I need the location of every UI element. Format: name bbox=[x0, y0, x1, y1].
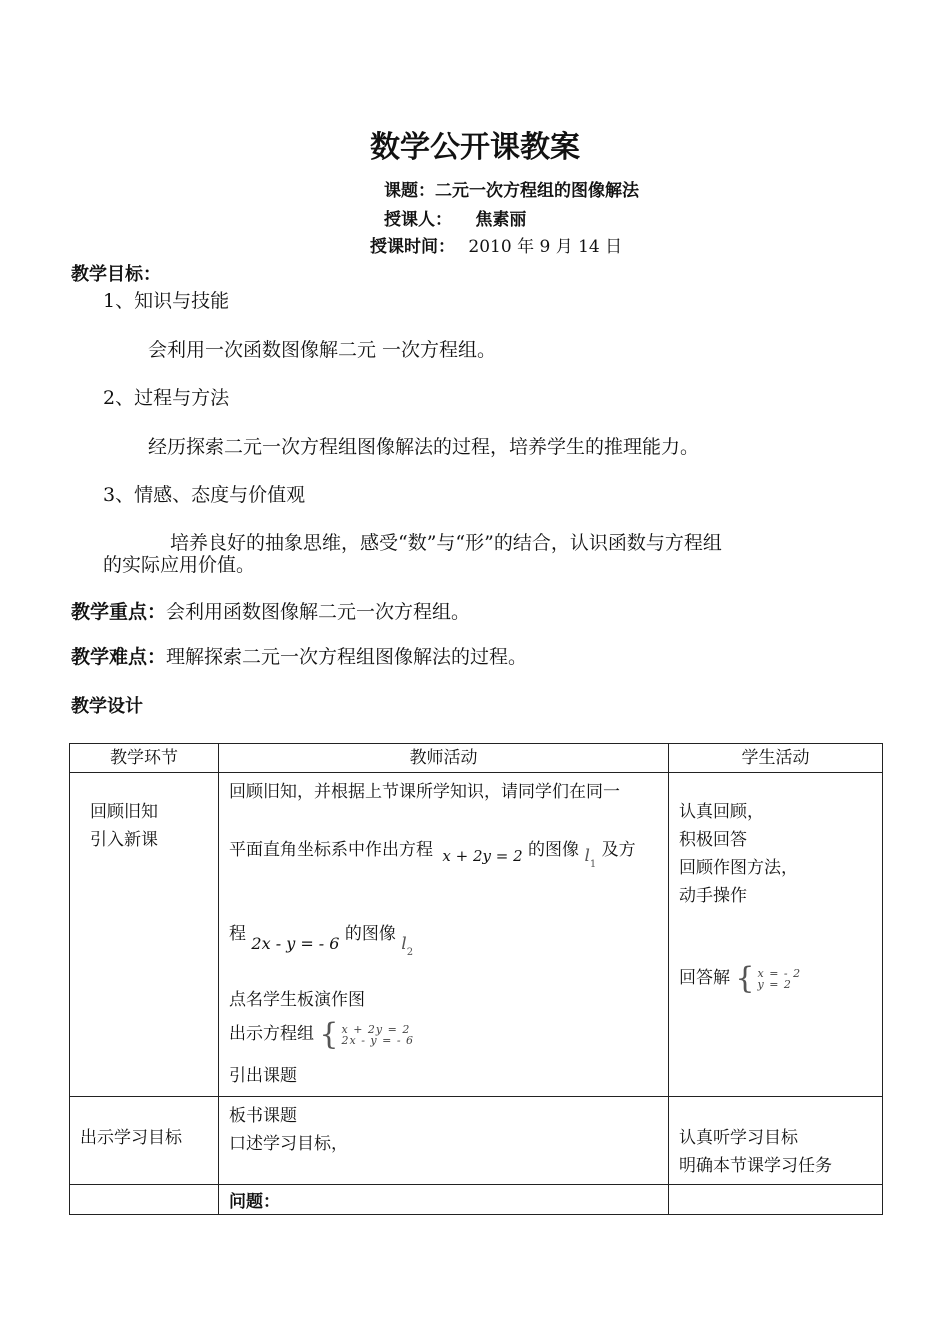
left-brace-icon: { bbox=[319, 1016, 339, 1052]
row1-teacher-line3-a: 程 bbox=[229, 924, 246, 944]
row1-teacher-line1: 回顾旧知，并根据上节课所学知识，请同学们在同一 bbox=[229, 782, 620, 802]
line-l2-symbol: $l_2$ bbox=[401, 934, 414, 958]
row2-teacher-cell bbox=[219, 1097, 669, 1185]
row1-teacher-line5 bbox=[229, 1016, 415, 1052]
row1-teacher-line3 bbox=[229, 919, 414, 958]
header-teacher: 教师活动 bbox=[219, 744, 669, 773]
table-row bbox=[70, 1185, 883, 1215]
row3-teacher-line1: 问题： bbox=[229, 1192, 280, 1212]
solution-y: y = 2 bbox=[757, 977, 792, 991]
row2-teacher-line1: 板书课题 bbox=[229, 1106, 297, 1126]
objectives-heading: 教学目标： bbox=[71, 264, 161, 285]
row3-stage-cell bbox=[70, 1185, 219, 1215]
row1-teacher-cell bbox=[219, 773, 669, 1097]
teacher-line bbox=[384, 205, 526, 230]
difficulty-label: 教学难点： bbox=[71, 646, 167, 668]
row1-stage-cell bbox=[70, 773, 219, 1097]
header-student: 学生活动 bbox=[669, 744, 883, 773]
key-point bbox=[71, 597, 470, 624]
left-brace-icon: { bbox=[735, 960, 755, 996]
solution-x: x = - 2 bbox=[757, 966, 802, 980]
objective-2-title: 2、过程与方法 bbox=[103, 387, 230, 409]
objective-3-title: 3、情感、态度与价值观 bbox=[103, 484, 306, 506]
row1-teacher-line2-c: 及方 bbox=[601, 840, 636, 860]
row1-student-line5 bbox=[679, 960, 802, 996]
design-table bbox=[69, 743, 883, 1215]
time-label: 授课时间： bbox=[370, 237, 455, 257]
objective-3-text-line2: 的实际应用价值。 bbox=[103, 554, 256, 576]
row1-teacher-line5-a: 出示方程组 bbox=[229, 1024, 314, 1044]
row1-teacher-line2-a: 平面直角坐标系中作出方程 bbox=[229, 840, 433, 860]
row1-student-line2: 积极回答 bbox=[679, 830, 747, 850]
row3-teacher-cell bbox=[219, 1185, 669, 1215]
line-l1-symbol: $l_1$ bbox=[584, 846, 597, 870]
key-point-text: 会利用函数图像解二元一次方程组。 bbox=[166, 601, 471, 623]
table-header-row bbox=[70, 744, 883, 773]
equation-2: 2x - y = - 6 bbox=[251, 934, 340, 953]
row1-teacher-line2 bbox=[229, 835, 636, 870]
row1-student-line4: 动手操作 bbox=[679, 886, 747, 906]
header-stage: 教学环节 bbox=[70, 744, 219, 773]
teacher-value: 焦素丽 bbox=[475, 210, 527, 230]
topic-value: 二元一次方程组的图像解法 bbox=[435, 181, 639, 201]
row2-teacher-line2: 口述学习目标， bbox=[229, 1134, 348, 1154]
design-heading: 教学设计 bbox=[71, 696, 143, 717]
row2-student-line2: 明确本节课学习任务 bbox=[679, 1156, 832, 1176]
objective-3-text-line1: 培养良好的抽象思维，感受“数”与“形”的结合，认识函数与方程组 bbox=[170, 532, 722, 554]
document-title: 数学公开课教案 bbox=[370, 130, 580, 165]
teacher-label: 授课人： bbox=[384, 210, 452, 230]
row1-teacher-line4: 点名学生板演作图 bbox=[229, 990, 365, 1010]
row1-stage-line1: 回顾旧知 bbox=[90, 802, 158, 822]
difficulty-text: 理解探索二元一次方程组图像解法的过程。 bbox=[166, 646, 528, 668]
row1-student-line5-a: 回答解 bbox=[679, 968, 730, 988]
objective-2-text: 经历探索二元一次方程组图像解法的过程，培养学生的推理能力。 bbox=[148, 436, 700, 458]
time-value: 2010 年 9 月 14 日 bbox=[468, 237, 623, 257]
equation-1: x + 2y = 2 bbox=[442, 847, 523, 865]
row3-student-cell bbox=[669, 1185, 883, 1215]
row1-student-cell bbox=[669, 773, 883, 1097]
topic-label: 课题： bbox=[384, 181, 435, 201]
objective-1-title: 1、知识与技能 bbox=[103, 290, 230, 312]
table-row bbox=[70, 1097, 883, 1185]
row1-teacher-line3-b: 的图像 bbox=[344, 924, 396, 944]
equation-system bbox=[319, 1016, 415, 1052]
row1-stage-line2: 引入新课 bbox=[90, 830, 158, 850]
difficulty bbox=[71, 642, 527, 669]
topic-line bbox=[384, 176, 639, 201]
row1-student-line3: 回顾作图方法， bbox=[679, 858, 798, 878]
row1-teacher-line6: 引出课题 bbox=[229, 1066, 297, 1086]
key-point-label: 教学重点： bbox=[71, 601, 167, 623]
row2-stage-cell bbox=[70, 1097, 219, 1185]
system-eq-2: 2x - y = - 6 bbox=[341, 1033, 415, 1047]
time-line bbox=[370, 232, 622, 257]
row1-student-line1: 认真回顾， bbox=[679, 802, 764, 822]
system-eq-1: x + 2y = 2 bbox=[341, 1022, 411, 1036]
table-row bbox=[70, 773, 883, 1097]
objective-1-text: 会利用一次函数图像解二元 一次方程组。 bbox=[148, 339, 497, 361]
row2-stage: 出示学习目标 bbox=[80, 1128, 182, 1148]
row2-student-line1: 认真听学习目标 bbox=[679, 1128, 798, 1148]
solution-system bbox=[735, 960, 802, 996]
row1-teacher-line2-b: 的图像 bbox=[528, 840, 580, 860]
row2-student-cell bbox=[669, 1097, 883, 1185]
